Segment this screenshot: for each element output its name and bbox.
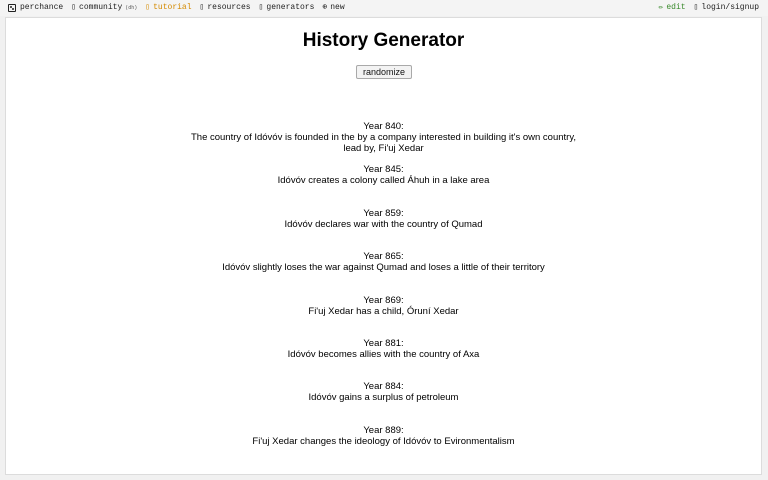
history-event	[6, 208, 761, 251]
event-text: The country of Idóvóv is founded in the by a company interested in building it's own country, lead by, Fi'uj Xedar	[190, 132, 577, 154]
event-text: Idóvóv creates a colony called Áhuh in a lake area	[277, 175, 490, 187]
plus-circle-icon: ⊕	[322, 3, 328, 12]
generator-panel	[5, 17, 762, 475]
nav-generators-link[interactable]	[259, 0, 315, 16]
event-text: Fi'uj Xedar has a child, Óruní Xedar	[308, 305, 459, 317]
history-event	[6, 425, 761, 468]
nav-resources-link[interactable]	[200, 0, 251, 16]
generators-icon: ▯	[258, 3, 264, 12]
history-event	[6, 381, 761, 424]
event-year: Year 840:	[363, 121, 404, 132]
nav-left	[8, 0, 353, 16]
page-title: History Generator	[302, 30, 465, 51]
pencil-icon: ✏	[658, 3, 664, 12]
community-icon: ▯	[71, 3, 77, 12]
generators-label: generators	[266, 3, 315, 12]
nav-right	[659, 0, 759, 16]
event-text: Idóvóv gains a surplus of petroleum	[308, 392, 459, 404]
event-text: Idóvóv slightly loses the war against Qumad and loses a little of their territory	[222, 262, 545, 274]
event-year: Year 865:	[363, 251, 404, 263]
brand-label: perchance	[20, 3, 64, 12]
nav-tutorial-link[interactable]	[145, 0, 191, 16]
event-year: Year 869:	[363, 294, 404, 306]
resources-icon: ▯	[199, 3, 205, 12]
user-icon: ▯	[693, 3, 699, 12]
event-year: Year 884:	[363, 381, 404, 393]
nav-edit-link[interactable]	[659, 0, 686, 16]
top-nav-bar	[0, 0, 768, 16]
community-tag: (dh)	[125, 5, 138, 11]
login-label: login/signup	[701, 3, 759, 12]
new-label: new	[330, 3, 345, 12]
event-year: Year 845:	[363, 164, 404, 176]
edit-label: edit	[666, 3, 686, 12]
nav-brand-link[interactable]	[8, 0, 63, 16]
event-year: Year 889:	[363, 424, 404, 436]
history-event	[6, 121, 761, 164]
event-text: Idóvóv declares war with the country of Qumad	[284, 218, 483, 230]
event-year: Year 881:	[363, 337, 404, 349]
nav-new-link[interactable]	[322, 0, 344, 16]
tutorial-icon: ▯	[145, 3, 151, 12]
tutorial-label: tutorial	[153, 3, 192, 12]
event-text: Idóvóv becomes allies with the country of Axa	[287, 348, 480, 360]
community-label: community	[79, 3, 123, 12]
nav-login-link[interactable]	[694, 0, 759, 16]
randomize-button[interactable]: randomize	[356, 65, 412, 79]
event-text: Fi'uj Xedar changes the ideology of Idóvóv to Evironmentalism	[252, 435, 515, 447]
nav-community-link[interactable]	[71, 0, 137, 16]
history-event	[6, 338, 761, 381]
history-events-list	[6, 121, 761, 468]
history-event	[6, 295, 761, 338]
history-event	[6, 251, 761, 294]
dice-icon	[8, 4, 16, 12]
resources-label: resources	[207, 3, 251, 12]
event-year: Year 859:	[363, 207, 404, 219]
history-event	[6, 164, 761, 207]
